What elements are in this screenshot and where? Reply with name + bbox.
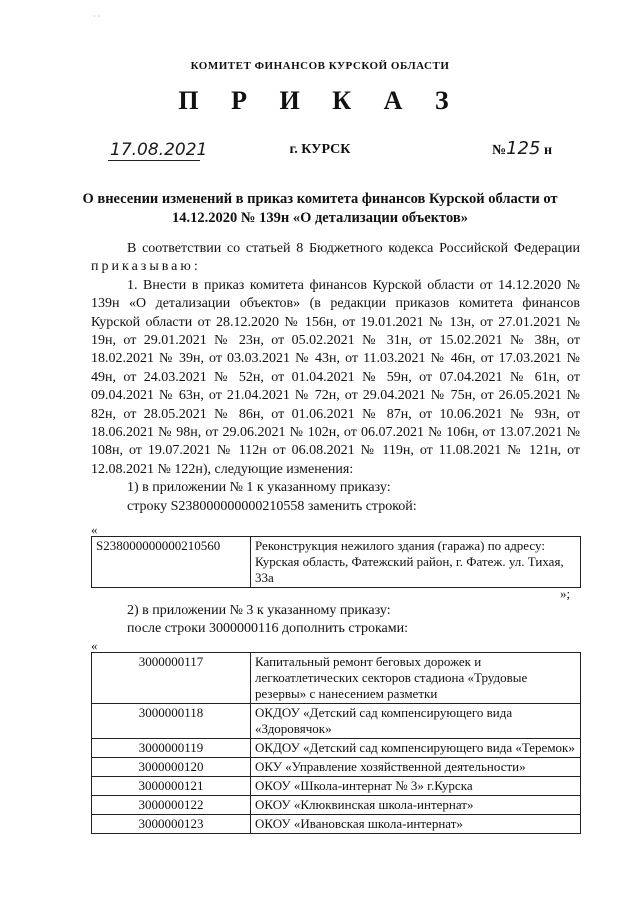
- row-text: ОКДОУ «Детский сад компенсирующего вида «Теремок»: [251, 739, 581, 758]
- subitem-1: 1) в приложении № 1 к указанному приказу:: [127, 480, 391, 496]
- row-code: S238000000000210560: [92, 537, 251, 588]
- row-text: ОКУ «Управление хозяйственной деятельности»: [251, 758, 581, 777]
- row-text: ОКОУ «Ивановская школа-интернат»: [251, 815, 581, 834]
- handwritten-date: 17.08.2021: [110, 140, 208, 160]
- item-1: 1. Внести в приказ комитета финансов Курской области от 14.12.2020 № 139н «О детализации объектов» (в редакции приказов комитета финансов Курской области от 28.12.2020 № 156н, от 19.01.2021 № 13н, от 27.01.2021 № 19н, от 29.01.2021 № 23н, от 05.02.2021 № 31н, от 15.02.2021 № 38н, от 18.02.2021 № 39н, от 03.03.2021 № 43н, от 11.03.2021 № 46н, от 17.03.2021 № 49н, от 24.03.2021 № 52н, от 01.04.2021 № 59н, от 07.04.2021 № 61н, от 09.04.2021 № 63н, от 21.04.2021 № 72н, от 29.04.2021 № 75н, от 26.05.2021 № 82н, от 28.05.2021 № 86н, от 01.06.2021 № 87н, от 10.06.2021 № 93н, от 18.06.2021 № 98н, от 29.06.2021 № 102н, от 06.07.2021 № 106н, от 13.07.2021 № 108н, от 19.07.2021 № 112н от 06.08.2021 № 119н, от 11.08.2021 № 121н, от 12.08.2021 № 122н), следующие изменения:: [91, 277, 580, 477]
- row-text: ОКОУ «Клюквинская школа-интернат»: [251, 796, 581, 815]
- row-code: 3000000120: [92, 758, 251, 777]
- quote-close-1: »;: [560, 586, 571, 601]
- row-code: 3000000121: [92, 777, 251, 796]
- row-code: 3000000117: [92, 653, 251, 704]
- subitem-2: 2) в приложении № 3 к указанному приказу:: [127, 603, 391, 618]
- table-row: [92, 537, 581, 588]
- table-row: [92, 758, 581, 777]
- document-number: [492, 138, 552, 159]
- row-text: Капитальный ремонт беговых дорожек и легкоатлетических секторов стадиона «Трудовые резервы» с нанесением разметки: [251, 653, 581, 704]
- row-text: ОКОУ «Школа-интернат № 3» г.Курска: [251, 777, 581, 796]
- table-row: [92, 739, 581, 758]
- quote-open-2: «: [91, 638, 98, 653]
- number-suffix: н: [543, 143, 553, 158]
- row-text: Реконструкция нежилого здания (гаража) по адресу: Курская область, Фатежский район, г. Фатеж. ул. Тихая, 33а: [251, 537, 581, 588]
- preamble: [91, 240, 580, 277]
- table-row: [92, 796, 581, 815]
- replacement-row-table: [91, 536, 581, 588]
- subitem-2-instruction: после строки 3000000116 дополнить строками:: [127, 621, 408, 637]
- row-code: 3000000119: [92, 739, 251, 758]
- row-text: ОКДОУ «Детский сад компенсирующего вида «Здоровячок»: [251, 704, 581, 739]
- preamble-verb: приказываю:: [91, 259, 201, 275]
- handwritten-number: 125: [506, 138, 541, 159]
- added-rows-table: [91, 652, 581, 834]
- row-code: 3000000123: [92, 815, 251, 834]
- table-row: [92, 704, 581, 739]
- city: г. КУРСК: [289, 142, 351, 157]
- scan-speck: · ·: [93, 12, 101, 21]
- document-subject: О внесении изменений в приказ комитета финансов Курской области от 14.12.2020 № 139н «О детализации объектов»: [82, 191, 558, 226]
- table-row: [92, 777, 581, 796]
- row-code: 3000000118: [92, 704, 251, 739]
- number-prefix: №: [492, 143, 507, 158]
- document-title: П Р И К А З: [178, 86, 462, 115]
- organization-name: КОМИТЕТ ФИНАНСОВ КУРСКОЙ ОБЛАСТИ: [190, 60, 450, 72]
- date-underline: [108, 160, 200, 161]
- subitem-2-block: [91, 602, 580, 639]
- preamble-text: В соответствии со статьей 8 Бюджетного кодекса Российской Федерации: [127, 241, 580, 256]
- subitem-1-instruction: строку S238000000000210558 заменить строкой:: [127, 498, 417, 514]
- table-row: [92, 653, 581, 704]
- quote-open-1: «: [91, 522, 98, 537]
- table-row: [92, 815, 581, 834]
- row-code: 3000000122: [92, 796, 251, 815]
- document-body: [91, 240, 580, 516]
